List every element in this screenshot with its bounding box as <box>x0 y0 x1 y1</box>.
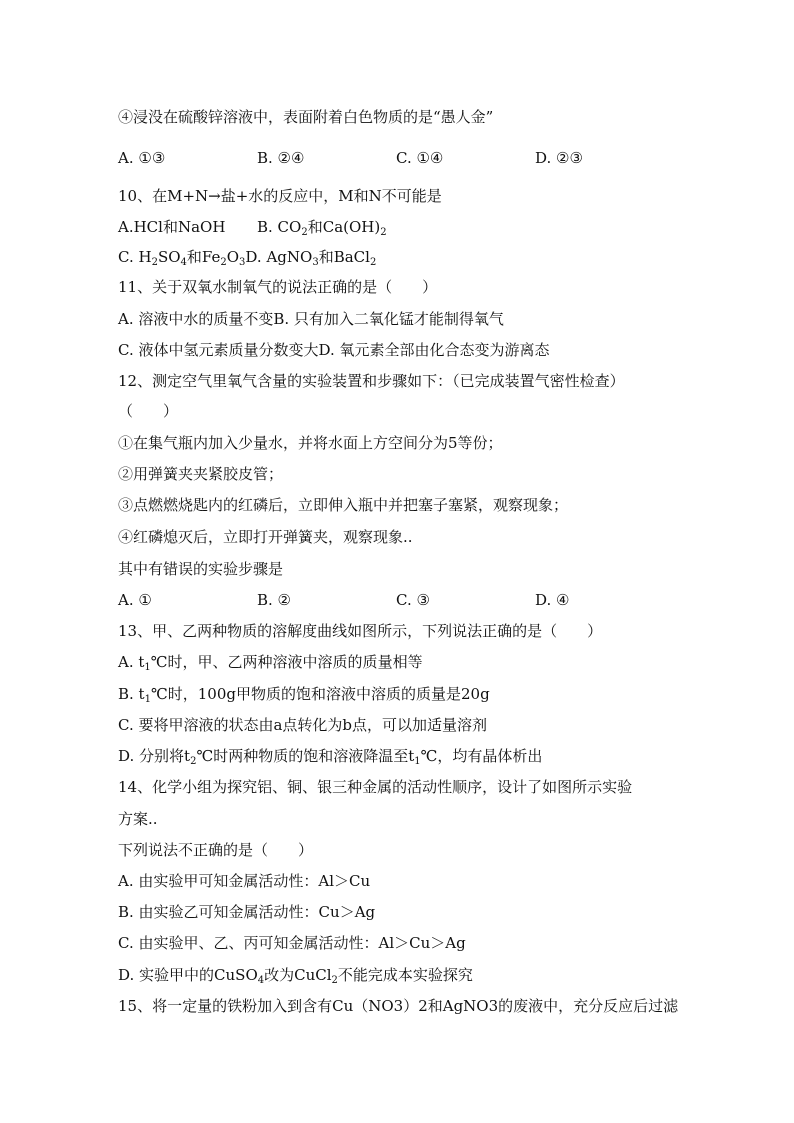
q11-options-cd[interactable]: C. 液体中氢元素质量分数变大D. 氧元素全部由化合态变为游离态 <box>118 341 550 359</box>
q12-step-1: ①在集气瓶内加入少量水，并将水面上方空间分为5等份； <box>118 434 503 452</box>
q12-option-b[interactable]: B. ② <box>257 591 292 609</box>
q10-stem: 10、在M+N→盐+水的反应中，M和N不可能是 <box>118 187 442 205</box>
q14-option-b[interactable]: B. 由实验乙可知金属活动性：Cu＞Ag <box>118 903 376 921</box>
q14-stem-line-2: 方案.. <box>118 810 158 828</box>
q13-option-c[interactable]: C. 要将甲溶液的状态由a点转化为b点，可以加适量溶剂 <box>118 716 488 734</box>
q12-option-a[interactable]: A. ① <box>118 591 152 609</box>
q9-statement-4: ④浸没在硫酸锌溶液中，表面附着白色物质的是“愚人金” <box>118 108 494 126</box>
q11-stem: 11、关于双氧水制氧气的说法正确的是（ ） <box>118 278 438 296</box>
q9-option-d[interactable]: D. ②③ <box>535 149 583 167</box>
q12-answer-paren: （ ） <box>118 402 179 420</box>
q12-step-3: ③点燃燃烧匙内的红磷后，立即伸入瓶中并把塞子塞紧，观察现象； <box>118 496 569 514</box>
q10-option-b[interactable]: B. $CO_2$和$Ca(OH)_2$ <box>257 218 387 238</box>
q12-step-2: ②用弹簧夹夹紧胶皮管； <box>118 465 284 483</box>
q13-stem: 13、甲、乙两种物质的溶解度曲线如图所示，下列说法正确的是（ ） <box>118 622 603 640</box>
q12-option-c[interactable]: C. ③ <box>396 591 430 609</box>
q13-option-a[interactable]: A. $t_1℃$时，甲、乙两种溶液中溶质的质量相等 <box>118 653 423 673</box>
q14-question: 下列说法不正确的是（ ） <box>118 841 314 859</box>
q14-stem-line-1: 14、化学小组为探究铝、铜、银三种金属的活动性顺序，设计了如图所示实验 <box>118 778 633 796</box>
q10-options-cd <box>118 246 734 268</box>
q11-options-ab[interactable]: A. 溶液中水的质量不变B. 只有加入二氧化锰才能制得氧气 <box>118 310 504 328</box>
q9-option-b[interactable]: B. ②④ <box>257 149 305 167</box>
q12-step-4: ④红磷熄灭后，立即打开弹簧夹，观察现象.. <box>118 528 413 546</box>
q14-option-a[interactable]: A. 由实验甲可知金属活动性：Al＞Cu <box>118 872 371 890</box>
q12-question: 其中有错误的实验步骤是 <box>118 560 284 578</box>
q12-option-d[interactable]: D. ④ <box>535 591 570 609</box>
q13-option-d[interactable]: D. 分别将$t_2℃$时两种物质的饱和溶液降温至$t_1℃$，均有晶体析出 <box>118 747 543 767</box>
q14-option-d[interactable]: D. 实验甲中的CuSO$_4$改为CuCl$_2$不能完成本实验探究 <box>118 966 473 986</box>
q15-stem: 15、将一定量的铁粉加入到含有Cu（NO3）2和AgNO3的废液中，充分反应后过滤 <box>118 997 679 1015</box>
q10-option-a[interactable]: A.HCl和NaOH <box>118 218 226 236</box>
q14-option-c[interactable]: C. 由实验甲、乙、丙可知金属活动性：Al＞Cu＞Ag <box>118 934 466 952</box>
q12-stem: 12、测定空气里氧气含量的实验装置和步骤如下：（已完成装置气密性检查） <box>118 372 625 390</box>
q9-option-c[interactable]: C. ①④ <box>396 149 444 167</box>
q10-option-d[interactable]: D. AgNO$_3$和BaCl$_2$ <box>245 248 377 268</box>
q9-option-a[interactable]: A. ①③ <box>118 149 166 167</box>
q13-option-b[interactable]: B. $t_1℃$时，100g甲物质的饱和溶液中溶质的质量是20g <box>118 685 490 705</box>
q10-option-c[interactable]: C. $H_2SO_4$和$Fe_2O_3$ <box>118 248 246 268</box>
